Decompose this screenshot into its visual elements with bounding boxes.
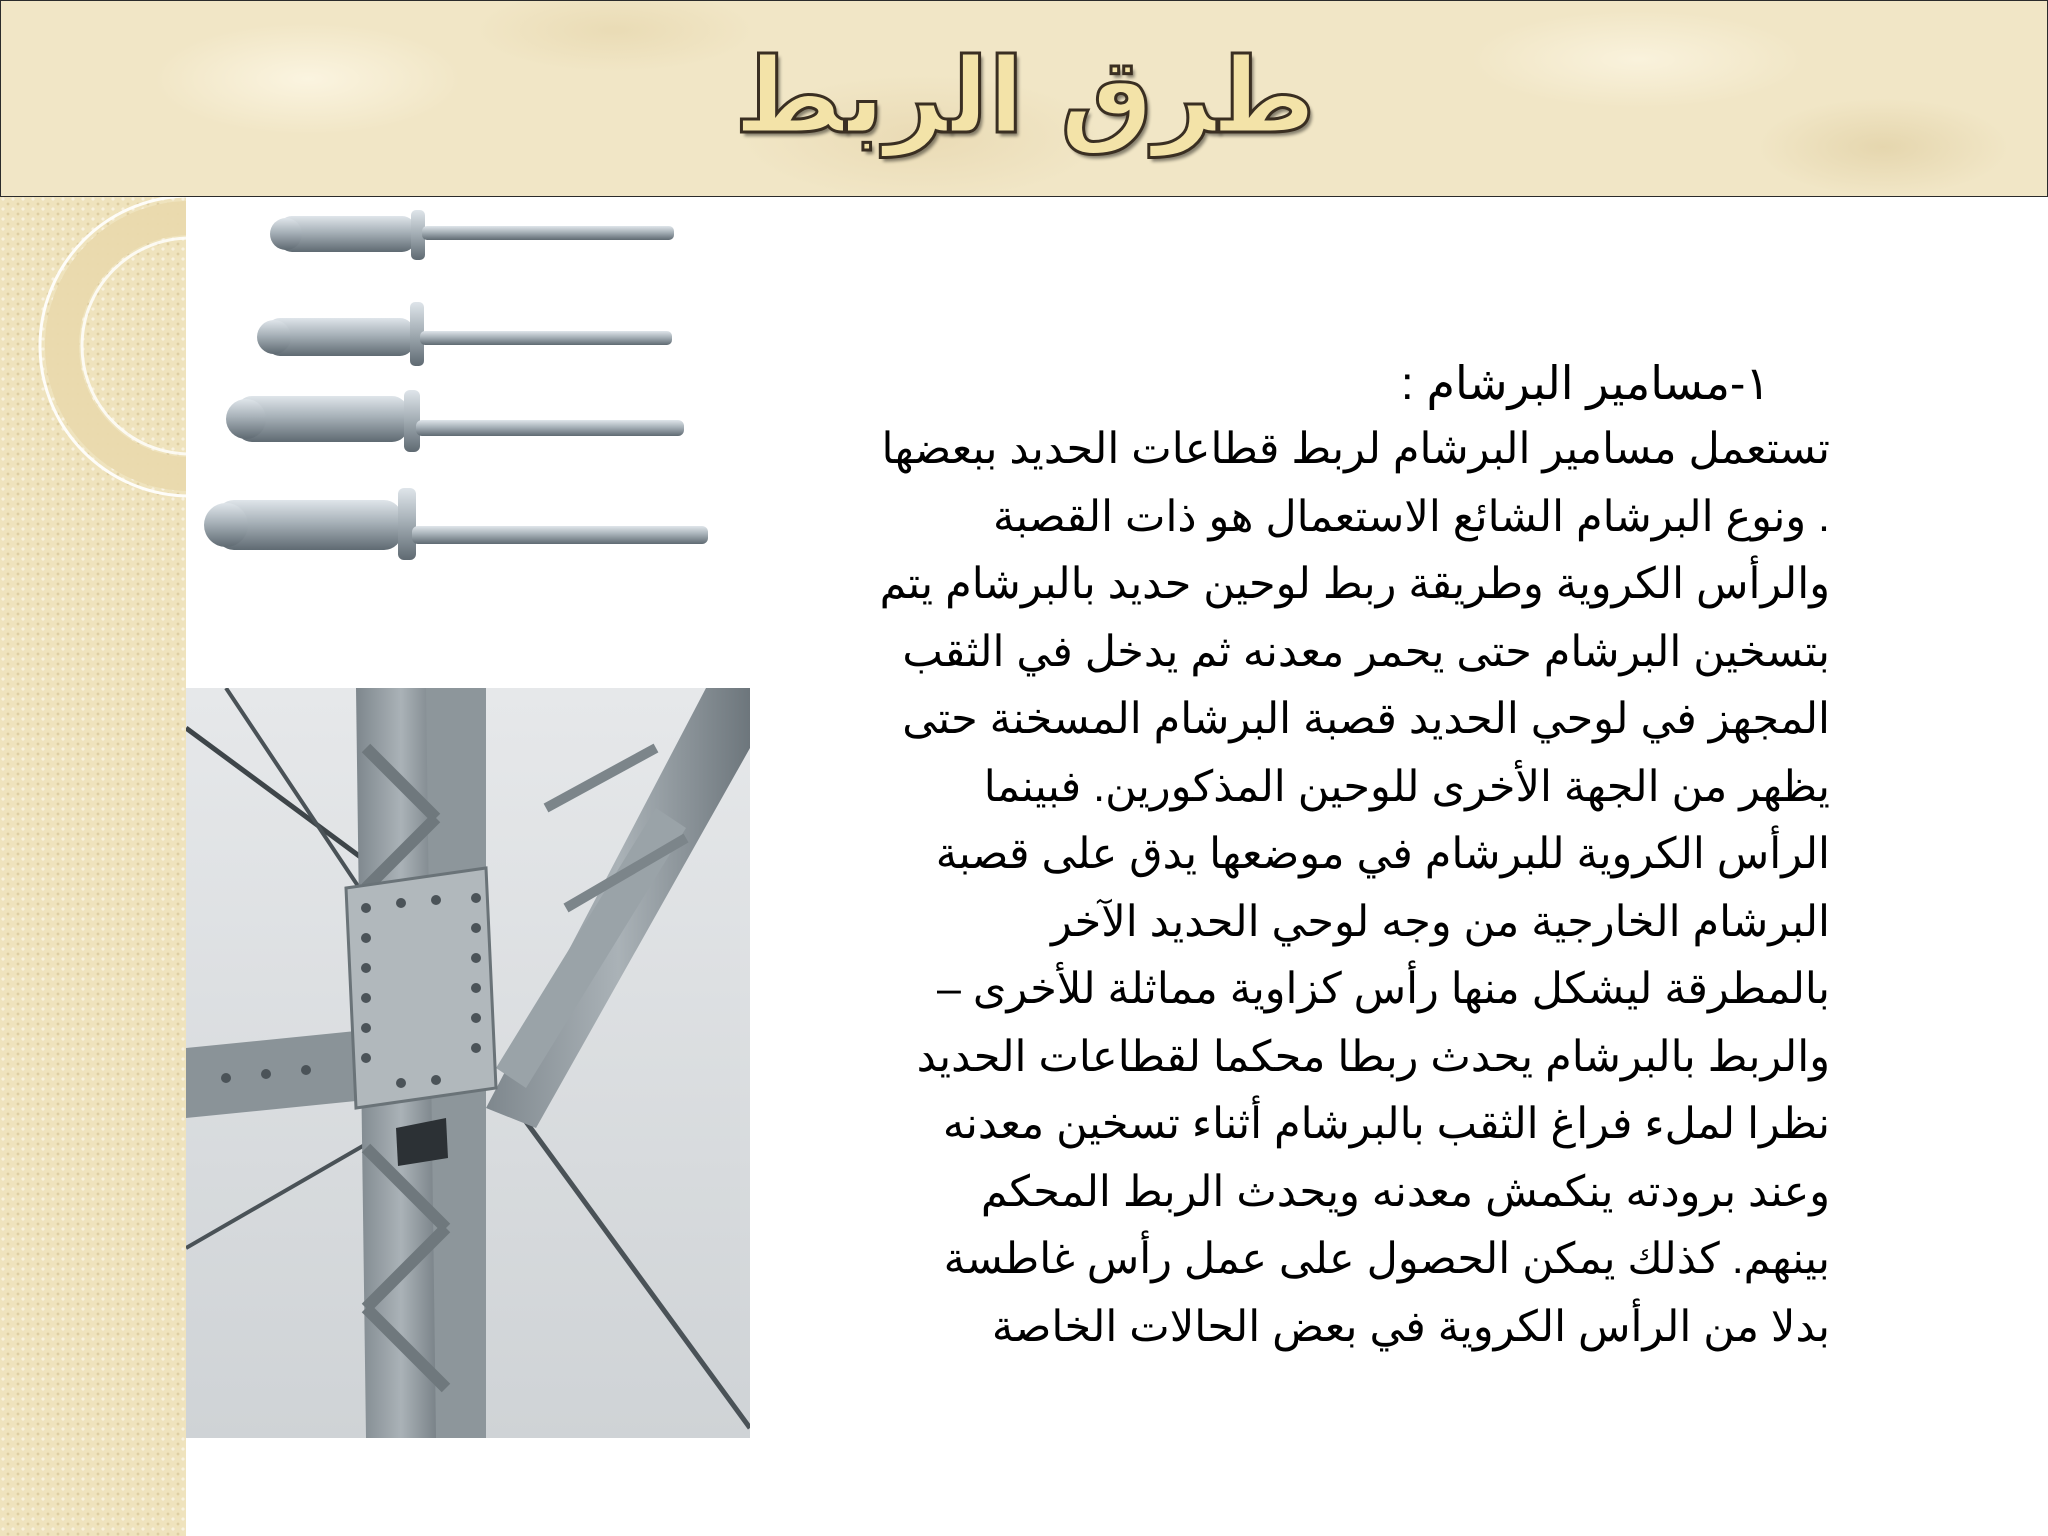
text-line-13: بينهم. كذلك يمكن الحصول على عمل رأس غاطسة bbox=[943, 1235, 1830, 1283]
tower-joint-image bbox=[186, 688, 750, 1438]
text-line-2: . ونوع البرشام الشائع الاستعمال هو ذات القصبة bbox=[992, 492, 1830, 541]
text-line-7: الرأس الكروية للبرشام في موضعها يدق على قصبة bbox=[935, 830, 1830, 878]
text-line-3: والرأس الكروية وطريقة ربط لوحين حديد بالبرشام يتم bbox=[879, 560, 1830, 608]
text-line-5: المجهز في لوحي الحديد قصبة البرشام المسخنة حتى bbox=[902, 695, 1830, 743]
rivets-image bbox=[186, 198, 726, 598]
text-line-14: بدلا من الرأس الكروية في بعض الحالات الخاصة bbox=[991, 1302, 1830, 1351]
slide-title: طرق الربط bbox=[734, 35, 1316, 157]
text-line-1: تستعمل مسامير البرشام لربط قطاعات الحديد ببعضها bbox=[881, 425, 1830, 473]
title-banner bbox=[0, 0, 2048, 197]
section-heading: ١-مسامير البرشام : bbox=[1400, 357, 1770, 409]
text-line-11: نظرا لملء فراغ الثقب بالبرشام أثناء تسخين معدنه bbox=[942, 1100, 1830, 1148]
text-line-4: بتسخين البرشام حتى يحمر معدنه ثم يدخل في الثقب bbox=[902, 627, 1830, 676]
text-line-8: البرشام الخارجية من وجه لوحي الحديد الآخر bbox=[1050, 897, 1830, 946]
text-line-10: والربط بالبرشام يحدث ربطا محكما لقطاعات الحديد bbox=[916, 1032, 1830, 1081]
text-line-12: وعند برودته ينكمش معدنه ويحدث الربط المحكم bbox=[980, 1167, 1830, 1216]
text-line-6: يظهر من الجهة الأخرى للوحين المذكورين. فبينما bbox=[983, 762, 1830, 811]
text-line-9: بالمطرقة ليشكل منها رأس كزاوية مماثلة للأخرى – bbox=[937, 965, 1830, 1013]
rivets-text-block bbox=[840, 350, 1830, 1361]
